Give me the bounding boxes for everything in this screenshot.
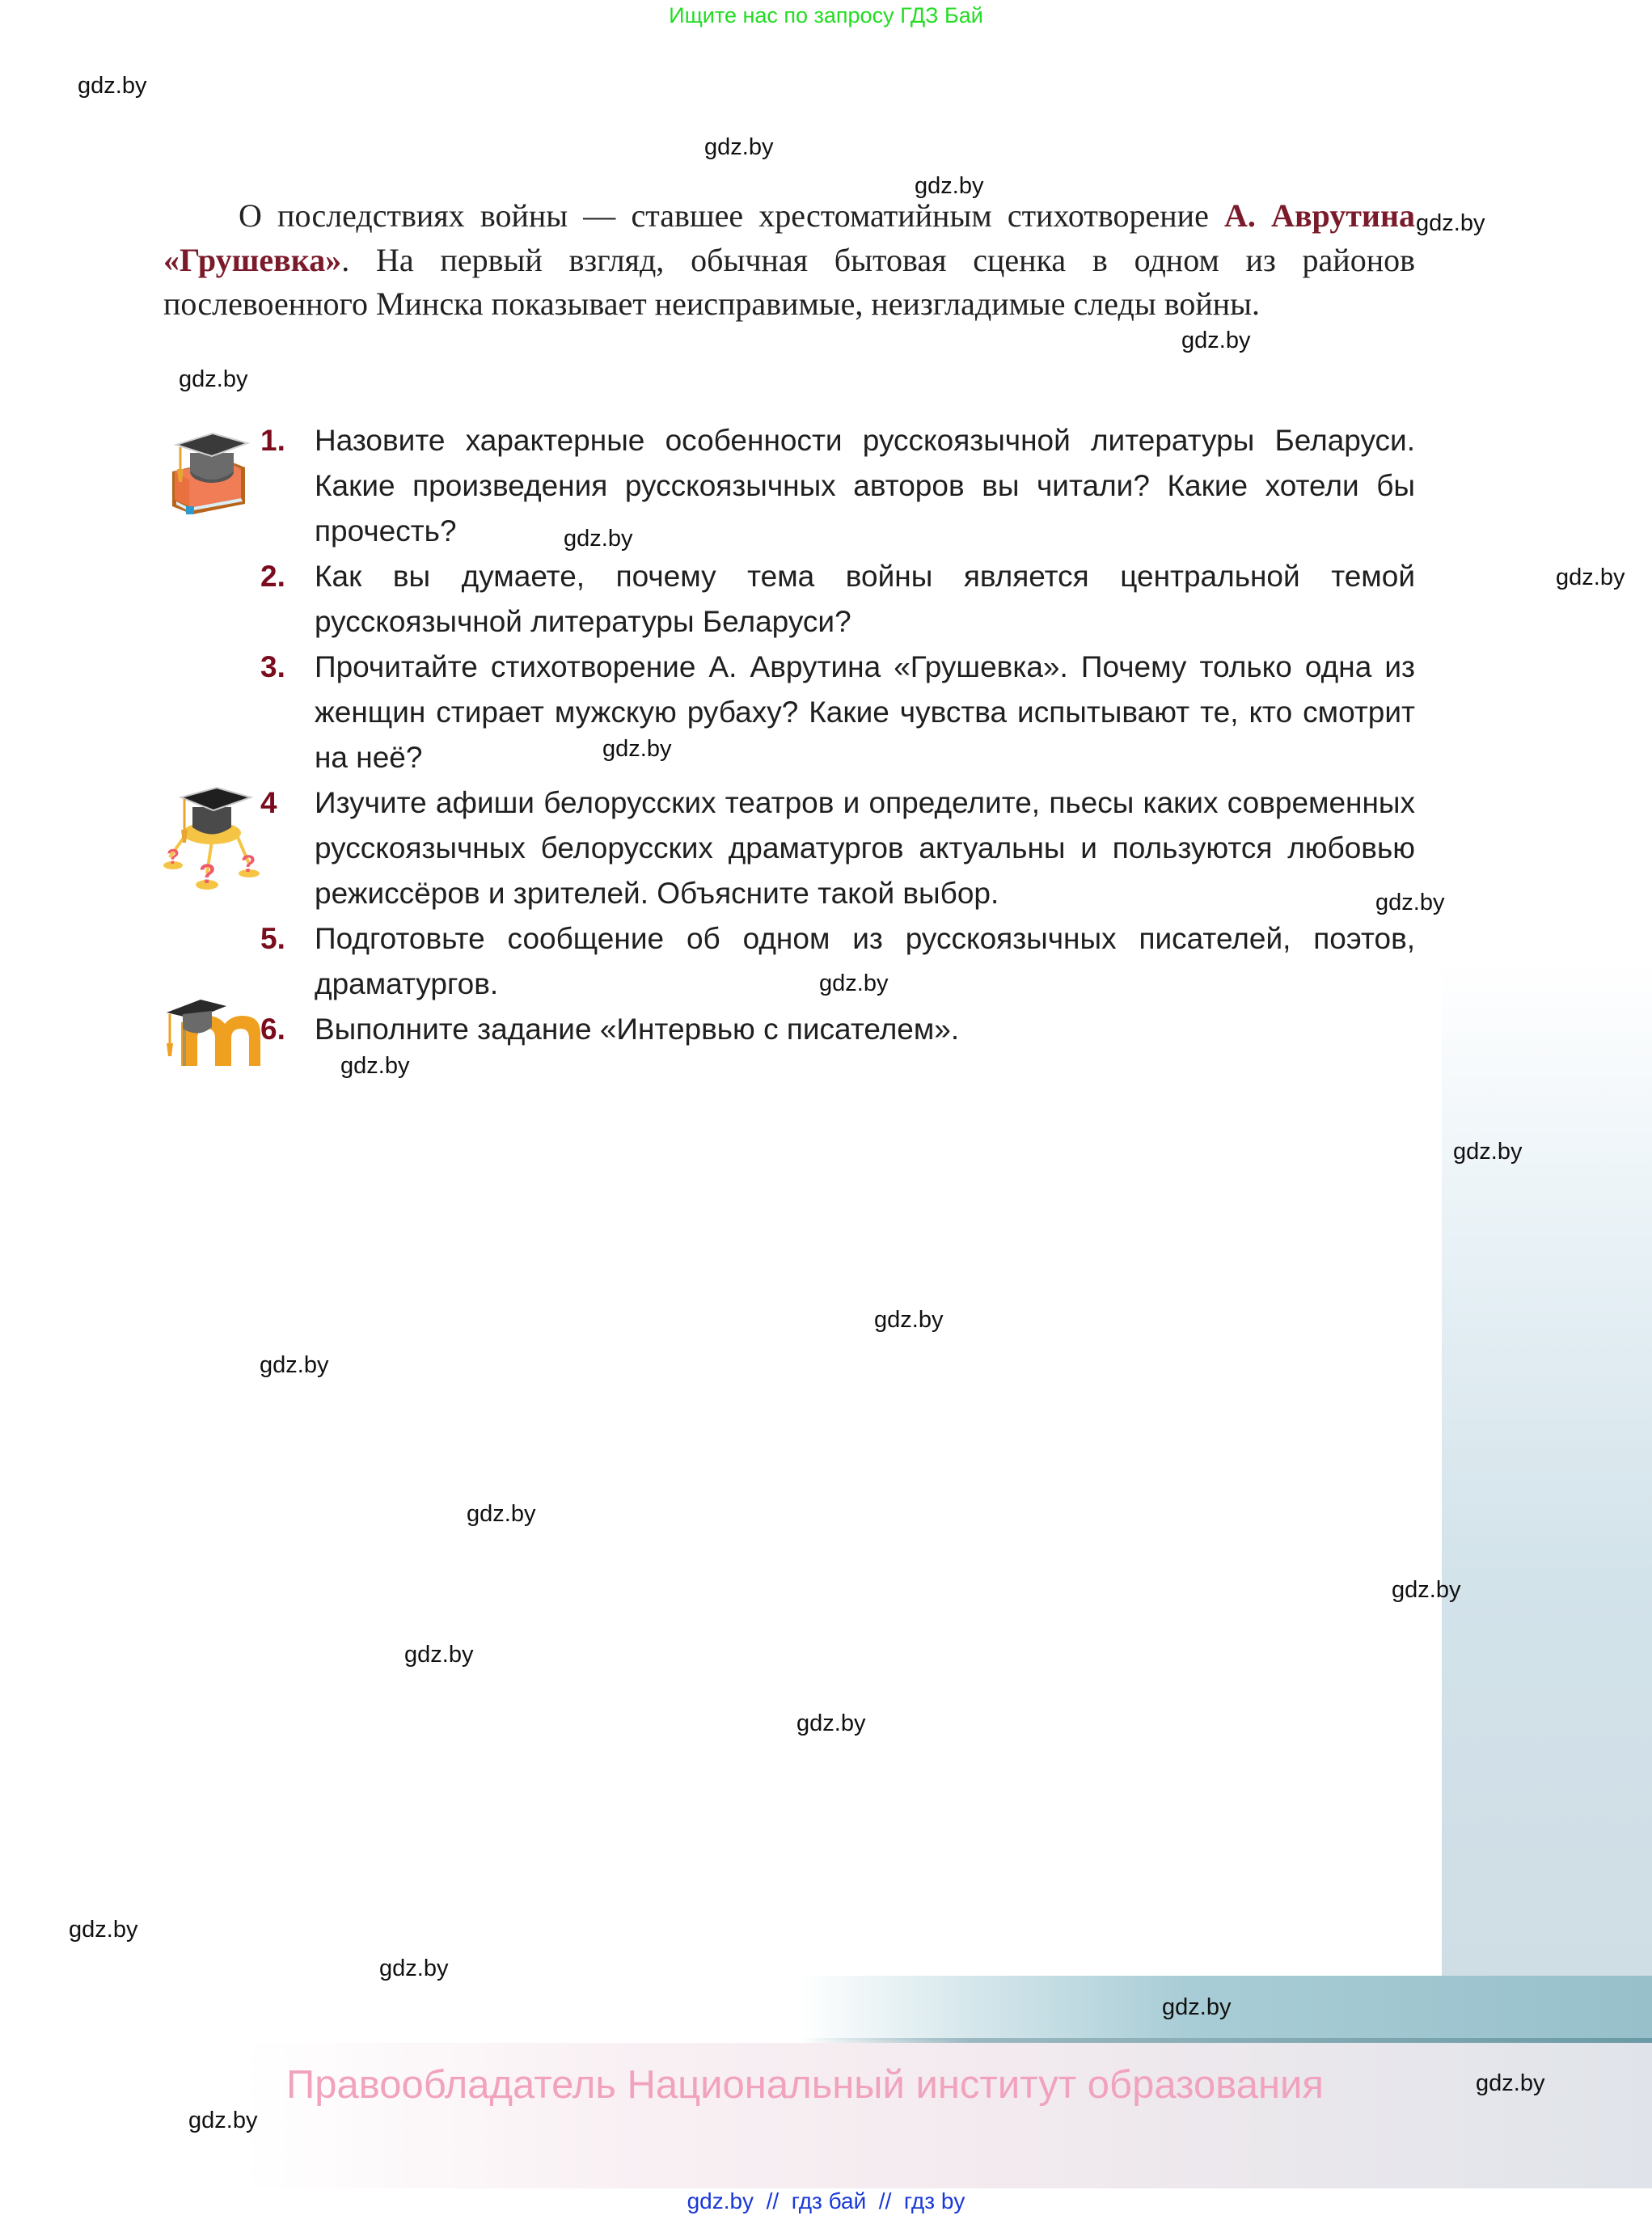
question-number: 1. [260, 424, 285, 457]
question-item [260, 645, 1415, 780]
svg-text:?: ? [167, 844, 180, 869]
intro-paragraph [163, 194, 1415, 327]
watermark-text: gdz.by [796, 1710, 866, 1736]
svg-text:?: ? [199, 859, 216, 890]
watermark-text: gdz.by [379, 1956, 449, 1981]
question-text: Изучите афиши белорусских театров и определите, пьесы каких современных русскоязычных белорусских драматургов актуальны и пользуются любовью режиссёров и зрителей. Объясните такой выбор. [315, 786, 1415, 910]
question-number: 6. [260, 1013, 285, 1046]
question-text: Прочитайте стихотворение А. Аврутина «Грушевка». Почему только одна из женщин стирает мужскую рубаху? Какие чувства испытывают те, кто смотрит на неё? [315, 650, 1415, 774]
watermark-text: gdz.by [340, 1053, 410, 1079]
question-number: 4 [260, 786, 277, 819]
watermark-text: gdz.by [1392, 1577, 1461, 1603]
question-number: 2. [260, 560, 285, 593]
watermark-text: gdz.by [602, 736, 672, 762]
questions-list [260, 418, 1415, 1052]
svg-text:?: ? [241, 851, 256, 877]
intro-text-before: О последствиях войны — ставшее хрестоматийным стихотворение [239, 197, 1224, 234]
question-item [260, 780, 1415, 916]
question-item [260, 554, 1415, 645]
watermark-text: gdz.by [564, 526, 633, 552]
graduation-cap-book-icon [160, 427, 257, 516]
decorative-side-panel [1442, 962, 1652, 1981]
question-text: Как вы думаете, почему тема войны является центральной темой русскоязычной литературы Беларуси? [315, 560, 1415, 638]
poem-reference: А. Аврутина «Грушевка» [163, 197, 1416, 278]
watermark-text: gdz.by [467, 1501, 536, 1527]
watermark-text: gdz.by [188, 2108, 258, 2133]
question-text: Подготовьте сообщение об одном из русскоязычных писателей, поэтов, драматургов. [315, 922, 1415, 1000]
watermark-text: gdz.by [819, 970, 889, 996]
watermark-text: gdz.by [1375, 890, 1445, 915]
copyright-text: Правообладатель Национальный институт образования [286, 2063, 1324, 2107]
watermark-text: gdz.by [1556, 564, 1625, 590]
decorative-teal-line [801, 2038, 1652, 2043]
watermark-text: gdz.by [1453, 1139, 1523, 1165]
site-links[interactable]: gdz.by // гдз бай // гдз by [687, 2188, 965, 2213]
question-number: 3. [260, 650, 285, 683]
question-number: 5. [260, 922, 285, 955]
watermark-text: gdz.by [915, 173, 984, 199]
search-banner: Ищите нас по запросу ГДЗ Бай [669, 3, 983, 27]
watermark-text: gdz.by [1416, 210, 1485, 236]
watermark-text: gdz.by [1162, 1994, 1232, 2020]
question-item [260, 418, 1415, 554]
question-text: Назовите характерные особенности русскоязычной литературы Беларуси. Какие произведения русскоязычных авторов вы читали? Какие хотели бы прочесть? [315, 424, 1415, 548]
question-item [260, 1007, 1415, 1052]
watermark-text: gdz.by [78, 73, 147, 99]
intro-text-after: . На первый взгляд, обычная бытовая сценка в одном из районов послевоенного Минска показывает неисправимые, неизгладимые следы войны. [163, 241, 1415, 322]
moodle-m-cap-icon [158, 993, 260, 1068]
graduation-cap-questions-icon [158, 783, 262, 892]
watermark-text: gdz.by [69, 1917, 138, 1943]
question-text: Выполните задание «Интервью с писателем». [315, 1013, 960, 1046]
watermark-text: gdz.by [1181, 328, 1251, 353]
copyright-notice [0, 2062, 1652, 2108]
watermark-text: gdz.by [404, 1642, 474, 1668]
watermark-text: gdz.by [179, 366, 248, 392]
watermark-text: gdz.by [1476, 2070, 1545, 2096]
watermark-text: gdz.by [260, 1352, 329, 1378]
watermark-text: gdz.by [874, 1307, 944, 1333]
watermark-text: gdz.by [704, 134, 774, 160]
